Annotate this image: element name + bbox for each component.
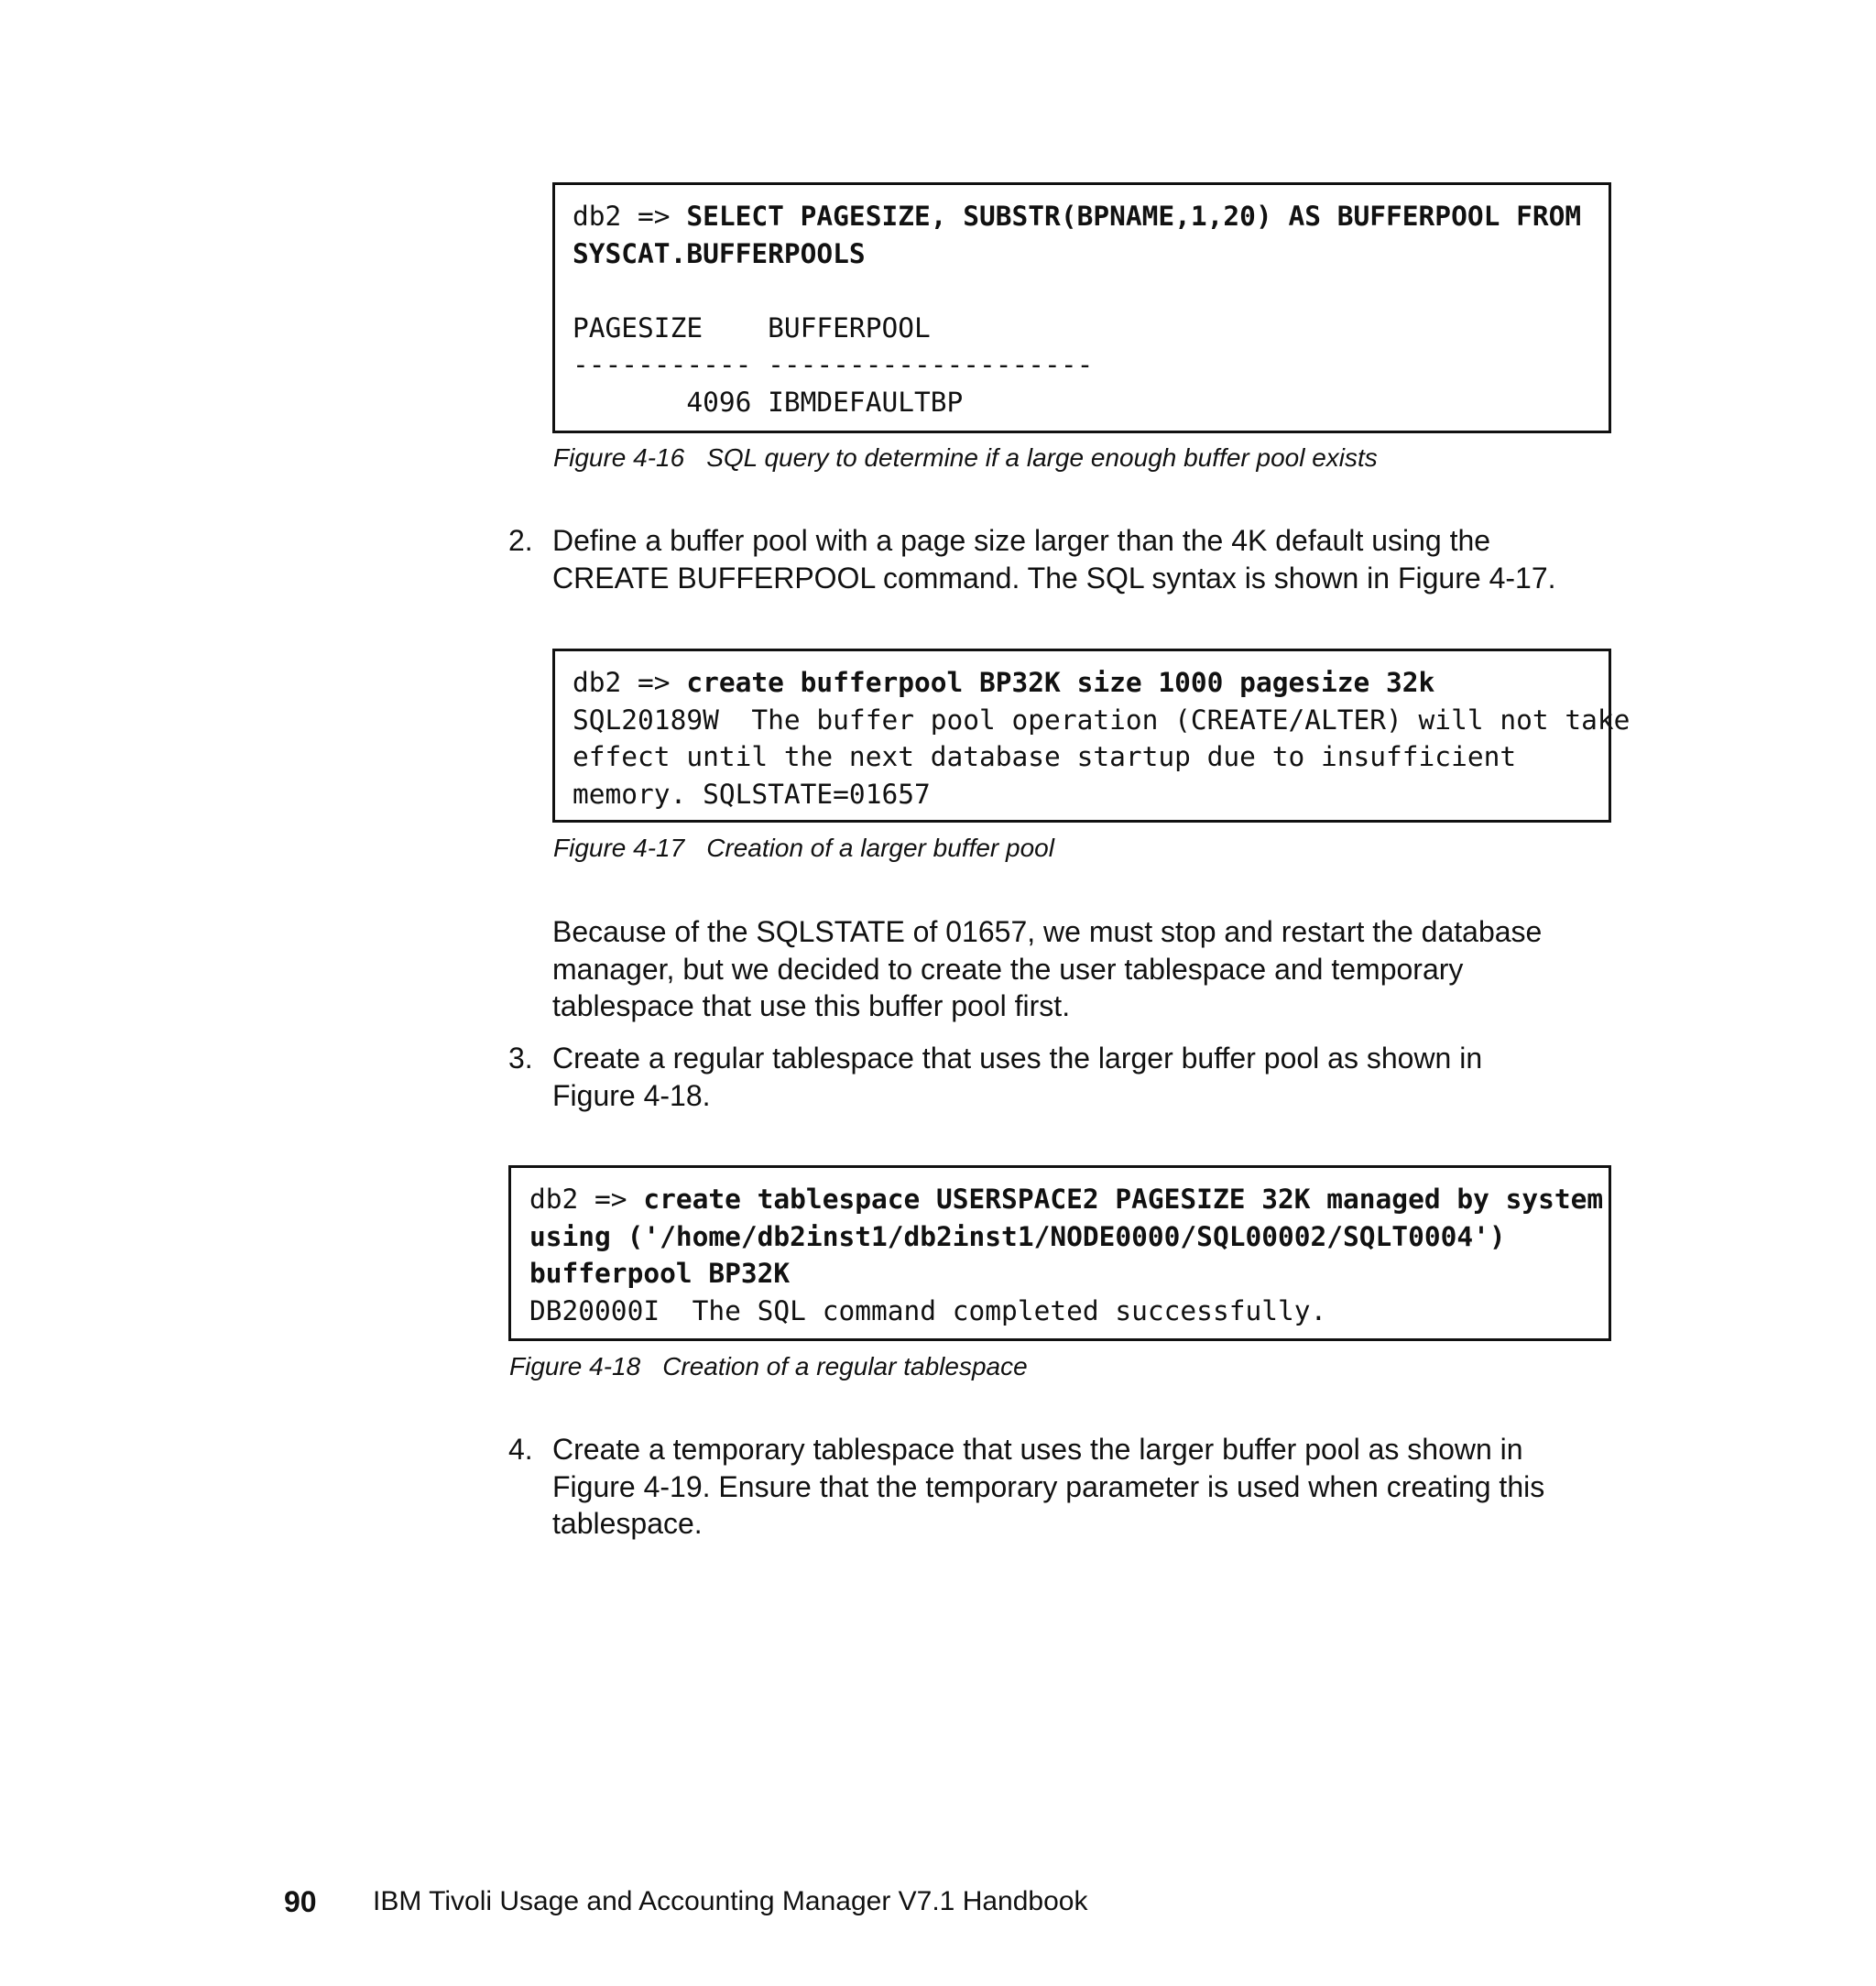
code-command: SYSCAT.BUFFERPOOLS [573, 237, 866, 269]
code-text: SQL20189W The buffer pool operation (CREATE/ALTER) will not take [573, 704, 1631, 736]
code-line [529, 1181, 1609, 1218]
code-command: using ('/home/db2inst1/db2inst1/NODE0000/SQL00002/SQLT0004') [529, 1220, 1506, 1252]
list-text [552, 1040, 1482, 1114]
code-text: db2 => [529, 1184, 644, 1215]
code-line [573, 272, 1609, 310]
list-number: 2. [508, 524, 533, 557]
code-line [573, 346, 1609, 384]
code-line [573, 776, 1609, 813]
code-line [573, 384, 1609, 421]
figure-label: Figure 4-16 [553, 443, 685, 472]
code-line [573, 198, 1609, 235]
text-line: Because of the SQLSTATE of 01657, we must stop and restart the database [552, 915, 1543, 948]
code-text: memory. SQLSTATE=01657 [573, 778, 931, 810]
code-line [573, 310, 1609, 347]
code-command: SELECT PAGESIZE, SUBSTR(BPNAME,1,20) AS BUFFERPOOL FROM [686, 201, 1582, 232]
list-text [552, 1431, 1544, 1543]
code-command: create bufferpool BP32K size 1000 pagesize 32k [686, 667, 1435, 698]
text-line: Define a buffer pool with a page size larger than the 4K default using the [552, 524, 1491, 557]
text-line: Figure 4-19. Ensure that the temporary parameter is used when creating this [552, 1469, 1545, 1503]
code-line [529, 1255, 1609, 1293]
figure-title: SQL query to determine if a large enough buffer pool exists [706, 443, 1378, 472]
code-text: DB20000I The SQL command completed successfully. [529, 1294, 1327, 1326]
code-text: PAGESIZE BUFFERPOOL [573, 311, 931, 344]
code-block-figure-4-18 [508, 1165, 1611, 1341]
figure-caption-4-17 [553, 833, 1054, 864]
text-line: tablespace. [552, 1507, 703, 1540]
figure-title: Creation of a regular tablespace [662, 1352, 1028, 1380]
page-footer [284, 1885, 1088, 1920]
code-text: db2 => [573, 201, 687, 232]
page-number: 90 [284, 1885, 317, 1918]
code-line [573, 664, 1609, 702]
code-line [529, 1293, 1609, 1330]
code-line [573, 738, 1609, 776]
book-title: IBM Tivoli Usage and Accounting Manager V7.1 Handbook [373, 1886, 1088, 1916]
code-command: bufferpool BP32K [529, 1258, 791, 1289]
body-paragraph [552, 913, 1542, 1025]
code-text: 4096 IBMDEFAULTBP [573, 386, 964, 418]
code-line [573, 702, 1631, 739]
text-line: manager, but we decided to create the user tablespace and temporary [552, 952, 1464, 986]
figure-caption-4-18 [509, 1351, 1028, 1382]
text-line: Create a temporary tablespace that uses the larger buffer pool as shown in [552, 1433, 1523, 1466]
figure-caption-4-16 [553, 442, 1378, 474]
code-block-figure-4-16 [552, 182, 1611, 433]
figure-label: Figure 4-18 [509, 1352, 641, 1380]
code-command: create tablespace USERSPACE2 PAGESIZE 32K managed by system [643, 1184, 1604, 1215]
code-line [529, 1218, 1609, 1256]
list-number: 4. [508, 1433, 533, 1466]
list-item-step-3 [508, 1040, 1608, 1115]
code-text: ----------- -------------------- [573, 349, 1094, 380]
figure-label: Figure 4-17 [553, 834, 685, 862]
text-line: tablespace that use this buffer pool first. [552, 989, 1071, 1022]
list-number: 3. [508, 1042, 533, 1075]
list-item-step-4 [508, 1431, 1608, 1543]
code-text: db2 => [573, 667, 687, 698]
list-text [552, 522, 1556, 596]
code-line [573, 235, 1609, 273]
code-text: effect until the next database startup due to insufficient [573, 741, 1517, 772]
list-item-step-2 [508, 522, 1608, 597]
text-line: Create a regular tablespace that uses the larger buffer pool as shown in [552, 1042, 1483, 1075]
figure-title: Creation of a larger buffer pool [706, 834, 1054, 862]
text-line: CREATE BUFFERPOOL command. The SQL syntax is shown in Figure 4-17. [552, 561, 1556, 595]
text-line: Figure 4-18. [552, 1078, 711, 1112]
code-block-figure-4-17 [552, 649, 1631, 823]
